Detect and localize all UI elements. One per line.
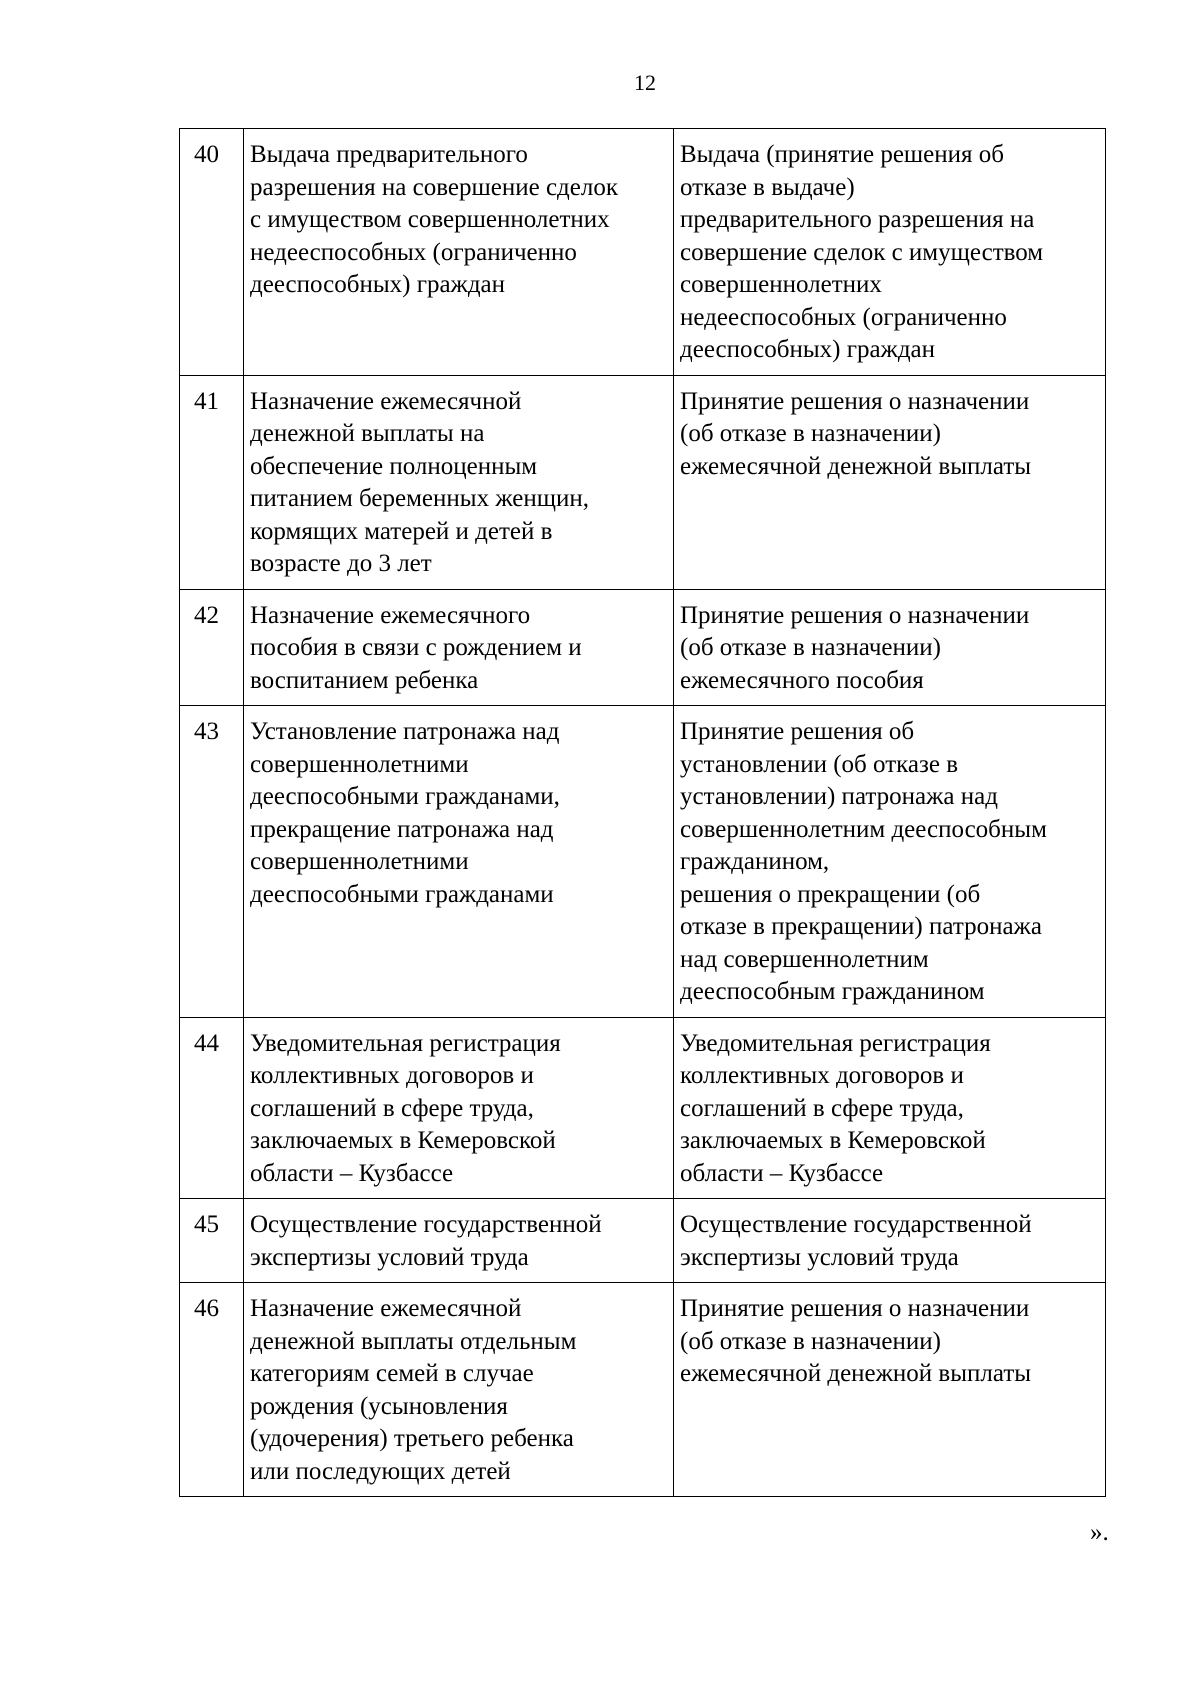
table-row: [180, 1017, 1106, 1199]
row-number-cell: 42: [180, 589, 244, 706]
service-result-cell: Принятие решения об установлении (об отказе в установлении) патронажа над совершеннолетним дееспособным гражданином, решения о прекращении (об отказе в прекращении) патронажа над совершеннолетним дееспособным гражданином: [674, 706, 1106, 1018]
table-row: [180, 1199, 1106, 1283]
service-name-cell: Уведомительная регистрация коллективных договоров и соглашений в сфере труда, заключаемых в Кемеровской области – Кузбассе: [244, 1017, 674, 1199]
service-name-cell: Назначение ежемесячного пособия в связи с рождением и воспитанием ребенка: [244, 589, 674, 706]
service-result-cell: Осуществление государственной экспертизы условий труда: [674, 1199, 1106, 1283]
row-number-cell: 43: [180, 706, 244, 1018]
table-row: [180, 375, 1106, 589]
page-number: 12: [634, 70, 656, 95]
row-number-cell: 41: [180, 375, 244, 589]
service-result-cell: Выдача (принятие решения об отказе в выдаче) предварительного разрешения на совершение сделок с имуществом совершеннолетних недееспособных (ограниченно дееспособных) граждан: [674, 129, 1106, 376]
service-result-cell: Принятие решения о назначении (об отказе в назначении) ежемесячной денежной выплаты: [674, 1283, 1106, 1497]
closing-quote-mark: ».: [1090, 1519, 1109, 1546]
table-row: [180, 589, 1106, 706]
row-number-cell: 45: [180, 1199, 244, 1283]
service-name-cell: Назначение ежемесячной денежной выплаты на обеспечение полноценным питанием беременных женщин, кормящих матерей и детей в возрасте до 3 лет: [244, 375, 674, 589]
service-name-cell: Установление патронажа над совершеннолетними дееспособными гражданами, прекращение патронажа над совершеннолетними дееспособными гражданами: [244, 706, 674, 1018]
row-number-cell: 46: [180, 1283, 244, 1497]
service-result-cell: Принятие решения о назначении (об отказе в назначении) ежемесячного пособия: [674, 589, 1106, 706]
service-name-cell: Выдача предварительного разрешения на совершение сделок с имуществом совершеннолетних недееспособных (ограниченно дееспособных) граждан: [244, 129, 674, 376]
row-number-cell: 40: [180, 129, 244, 376]
service-name-cell: Осуществление государственной экспертизы условий труда: [244, 1199, 674, 1283]
service-result-cell: Принятие решения о назначении (об отказе в назначении) ежемесячной денежной выплаты: [674, 375, 1106, 589]
row-number-cell: 44: [180, 1017, 244, 1199]
service-name-cell: Назначение ежемесячной денежной выплаты отдельным категориям семей в случае рождения (усыновления (удочерения) третьего ребенка или последующих детей: [244, 1283, 674, 1497]
table-row: [180, 129, 1106, 376]
table-row: [180, 706, 1106, 1018]
table-row: [180, 1283, 1106, 1497]
services-table: [179, 128, 1106, 1497]
service-result-cell: Уведомительная регистрация коллективных договоров и соглашений в сфере труда, заключаемых в Кемеровской области – Кузбассе: [674, 1017, 1106, 1199]
